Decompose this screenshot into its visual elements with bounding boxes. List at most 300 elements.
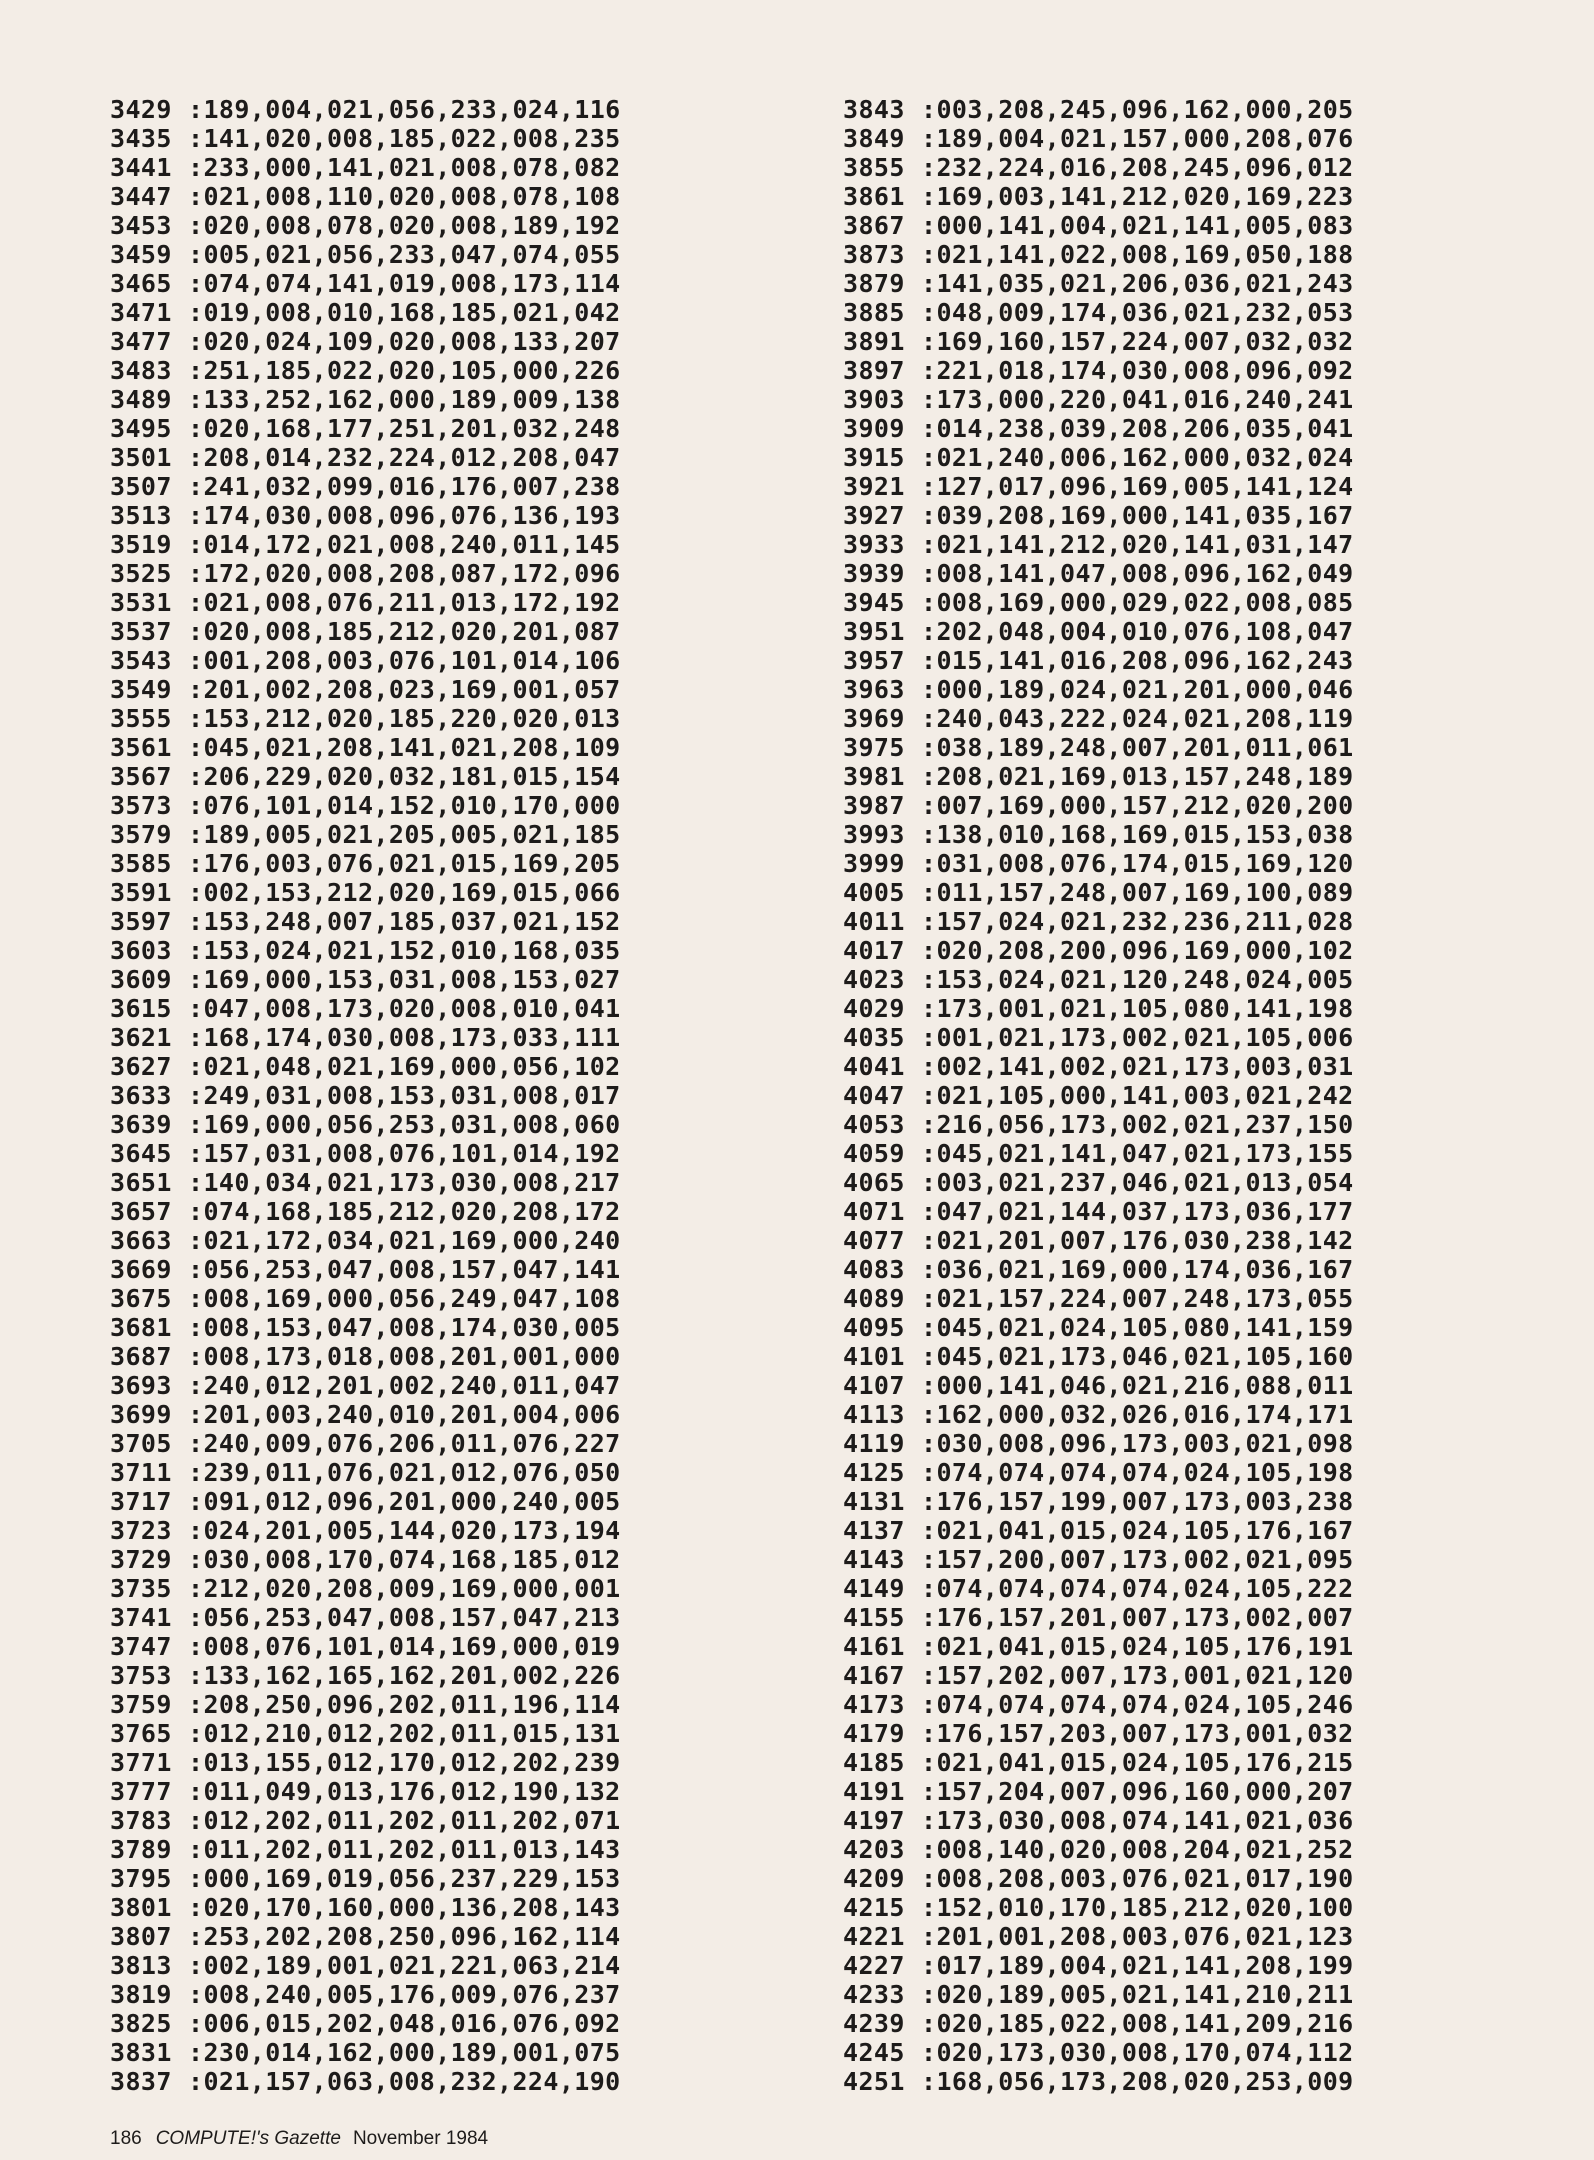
listing-line [110, 1922, 621, 1951]
data-values: :039,208,169,000,141,035,167 [921, 501, 1354, 530]
line-number: 3663 [110, 1226, 172, 1255]
line-number: 3627 [110, 1052, 172, 1081]
data-values: :008,140,020,008,204,021,252 [921, 1835, 1354, 1864]
listing-line [110, 2009, 621, 2038]
listing-line [843, 1719, 1354, 1748]
data-values: :045,021,208,141,021,208,109 [188, 733, 621, 762]
data-values: :208,250,096,202,011,196,114 [188, 1690, 621, 1719]
data-values: :153,024,021,120,248,024,005 [921, 965, 1354, 994]
data-values: :056,253,047,008,157,047,213 [188, 1603, 621, 1632]
data-values: :153,248,007,185,037,021,152 [188, 907, 621, 936]
line-number: 3465 [110, 269, 172, 298]
listing-line [110, 1371, 621, 1400]
listing-line [110, 1342, 621, 1371]
data-values: :201,002,208,023,169,001,057 [188, 675, 621, 704]
listing-line [843, 1197, 1354, 1226]
line-number: 4083 [843, 1255, 905, 1284]
data-values: :045,021,173,046,021,105,160 [921, 1342, 1354, 1371]
line-number: 3747 [110, 1632, 172, 1661]
listing-line [843, 472, 1354, 501]
listing-line [110, 559, 621, 588]
data-values: :138,010,168,169,015,153,038 [921, 820, 1354, 849]
line-number: 4077 [843, 1226, 905, 1255]
line-number: 3645 [110, 1139, 172, 1168]
data-values: :047,021,144,037,173,036,177 [921, 1197, 1354, 1226]
line-number: 3855 [843, 153, 905, 182]
data-values: :020,189,005,021,141,210,211 [921, 1980, 1354, 2009]
data-values: :212,020,208,009,169,000,001 [188, 1574, 621, 1603]
listing-line [110, 1748, 621, 1777]
line-number: 3879 [843, 269, 905, 298]
data-values: :020,208,200,096,169,000,102 [921, 936, 1354, 965]
listing-line [843, 269, 1354, 298]
line-number: 3909 [843, 414, 905, 443]
line-number: 4065 [843, 1168, 905, 1197]
data-values: :021,008,076,211,013,172,192 [188, 588, 621, 617]
line-number: 3717 [110, 1487, 172, 1516]
listing-line [110, 269, 621, 298]
line-number: 4101 [843, 1342, 905, 1371]
line-number: 3447 [110, 182, 172, 211]
data-values: :011,049,013,176,012,190,132 [188, 1777, 621, 1806]
data-values: :036,021,169,000,174,036,167 [921, 1255, 1354, 1284]
data-values: :241,032,099,016,176,007,238 [188, 472, 621, 501]
line-number: 3561 [110, 733, 172, 762]
data-values: :021,041,015,024,105,176,191 [921, 1632, 1354, 1661]
data-values: :021,240,006,162,000,032,024 [921, 443, 1354, 472]
data-values: :038,189,248,007,201,011,061 [921, 733, 1354, 762]
listing-line [110, 385, 621, 414]
data-values: :157,202,007,173,001,021,120 [921, 1661, 1354, 1690]
line-number: 3891 [843, 327, 905, 356]
listing-line [110, 2038, 621, 2067]
line-number: 3555 [110, 704, 172, 733]
listing-line [110, 965, 621, 994]
line-number: 3441 [110, 153, 172, 182]
data-values: :240,009,076,206,011,076,227 [188, 1429, 621, 1458]
listing-line [110, 414, 621, 443]
line-number: 4071 [843, 1197, 905, 1226]
listing-line [110, 1545, 621, 1574]
data-values: :030,008,096,173,003,021,098 [921, 1429, 1354, 1458]
line-number: 3477 [110, 327, 172, 356]
data-values: :176,157,203,007,173,001,032 [921, 1719, 1354, 1748]
listing-line [110, 1139, 621, 1168]
data-values: :127,017,096,169,005,141,124 [921, 472, 1354, 501]
line-number: 3519 [110, 530, 172, 559]
listing-line [110, 1777, 621, 1806]
listing-line [843, 1516, 1354, 1545]
line-number: 3735 [110, 1574, 172, 1603]
line-number: 3939 [843, 559, 905, 588]
listing-line [843, 1835, 1354, 1864]
data-values: :189,004,021,056,233,024,116 [188, 95, 621, 124]
listing-line [843, 965, 1354, 994]
listing-line [110, 878, 621, 907]
line-number: 4203 [843, 1835, 905, 1864]
line-number: 3699 [110, 1400, 172, 1429]
data-values: :239,011,076,021,012,076,050 [188, 1458, 621, 1487]
data-values: :000,169,019,056,237,229,153 [188, 1864, 621, 1893]
line-number: 3765 [110, 1719, 172, 1748]
listing-line [843, 1342, 1354, 1371]
data-values: :002,153,212,020,169,015,066 [188, 878, 621, 907]
line-number: 4239 [843, 2009, 905, 2038]
data-values: :249,031,008,153,031,008,017 [188, 1081, 621, 1110]
line-number: 3501 [110, 443, 172, 472]
line-number: 3573 [110, 791, 172, 820]
line-number: 4131 [843, 1487, 905, 1516]
line-number: 3615 [110, 994, 172, 1023]
data-values: :000,141,046,021,216,088,011 [921, 1371, 1354, 1400]
data-values: :001,208,003,076,101,014,106 [188, 646, 621, 675]
line-number: 4155 [843, 1603, 905, 1632]
line-number: 4011 [843, 907, 905, 936]
page-number: 186 [110, 2128, 142, 2149]
line-number: 3969 [843, 704, 905, 733]
listing-line [110, 1429, 621, 1458]
data-values: :024,201,005,144,020,173,194 [188, 1516, 621, 1545]
data-values: :208,014,232,224,012,208,047 [188, 443, 621, 472]
listing-line [110, 1864, 621, 1893]
data-values: :011,157,248,007,169,100,089 [921, 878, 1354, 907]
listing-line [110, 124, 621, 153]
listing-line [843, 762, 1354, 791]
line-number: 3741 [110, 1603, 172, 1632]
listing-line [110, 1313, 621, 1342]
page-footer [110, 2128, 488, 2150]
line-number: 4221 [843, 1922, 905, 1951]
line-number: 3981 [843, 762, 905, 791]
listing-line [110, 646, 621, 675]
line-number: 3999 [843, 849, 905, 878]
listing-line [843, 1226, 1354, 1255]
data-values: :173,001,021,105,080,141,198 [921, 994, 1354, 1023]
listing-line [110, 1023, 621, 1052]
line-number: 3591 [110, 878, 172, 907]
line-number: 4047 [843, 1081, 905, 1110]
data-values: :020,170,160,000,136,208,143 [188, 1893, 621, 1922]
listing-line [110, 1661, 621, 1690]
line-number: 3993 [843, 820, 905, 849]
data-values: :045,021,141,047,021,173,155 [921, 1139, 1354, 1168]
data-values: :003,208,245,096,162,000,205 [921, 95, 1354, 124]
listing-line [110, 1255, 621, 1284]
listing-line [110, 1893, 621, 1922]
data-values: :076,101,014,152,010,170,000 [188, 791, 621, 820]
data-values: :253,202,208,250,096,162,114 [188, 1922, 621, 1951]
data-values: :133,162,165,162,201,002,226 [188, 1661, 621, 1690]
line-number: 3525 [110, 559, 172, 588]
listing-line [843, 1661, 1354, 1690]
line-number: 4053 [843, 1110, 905, 1139]
line-number: 4023 [843, 965, 905, 994]
listing-line [843, 211, 1354, 240]
listing-line [110, 472, 621, 501]
data-values: :074,074,074,074,024,105,198 [921, 1458, 1354, 1487]
listing-line [110, 588, 621, 617]
data-values: :008,208,003,076,021,017,190 [921, 1864, 1354, 1893]
listing-line [843, 994, 1354, 1023]
listing-line [843, 1139, 1354, 1168]
data-values: :162,000,032,026,016,174,171 [921, 1400, 1354, 1429]
listing-line [843, 675, 1354, 704]
listing-line [843, 2038, 1354, 2067]
line-number: 3495 [110, 414, 172, 443]
data-values: :014,172,021,008,240,011,145 [188, 530, 621, 559]
line-number: 4173 [843, 1690, 905, 1719]
listing-line [110, 1719, 621, 1748]
listing-line [843, 1632, 1354, 1661]
listing-line [110, 1226, 621, 1255]
line-number: 3621 [110, 1023, 172, 1052]
line-number: 3777 [110, 1777, 172, 1806]
data-values: :012,202,011,202,011,202,071 [188, 1806, 621, 1835]
line-number: 4107 [843, 1371, 905, 1400]
listing-line [843, 327, 1354, 356]
data-values: :157,031,008,076,101,014,192 [188, 1139, 621, 1168]
data-values: :031,008,076,174,015,169,120 [921, 849, 1354, 878]
line-number: 3783 [110, 1806, 172, 1835]
listing-line [110, 298, 621, 327]
line-number: 3921 [843, 472, 905, 501]
line-number: 3723 [110, 1516, 172, 1545]
line-number: 3657 [110, 1197, 172, 1226]
listing-line [110, 1632, 621, 1661]
line-number: 4161 [843, 1632, 905, 1661]
line-number: 3861 [843, 182, 905, 211]
data-values: :168,056,173,208,020,253,009 [921, 2067, 1354, 2096]
listing-line [843, 2067, 1354, 2096]
line-number: 3543 [110, 646, 172, 675]
data-values: :021,008,110,020,008,078,108 [188, 182, 621, 211]
listing-line [843, 240, 1354, 269]
data-values: :002,141,002,021,173,003,031 [921, 1052, 1354, 1081]
line-number: 3669 [110, 1255, 172, 1284]
listing-line [110, 1516, 621, 1545]
listing-line [110, 733, 621, 762]
line-number: 3585 [110, 849, 172, 878]
line-number: 3681 [110, 1313, 172, 1342]
line-number: 3831 [110, 2038, 172, 2067]
listing-line [110, 820, 621, 849]
listing-line [110, 153, 621, 182]
listing-line [843, 182, 1354, 211]
data-values: :021,141,212,020,141,031,147 [921, 530, 1354, 559]
listing-line [843, 1487, 1354, 1516]
data-values: :007,169,000,157,212,020,200 [921, 791, 1354, 820]
listing-line [843, 1574, 1354, 1603]
line-number: 4035 [843, 1023, 905, 1052]
issue-date: November 1984 [352, 2128, 489, 2149]
line-number: 3753 [110, 1661, 172, 1690]
line-number: 4215 [843, 1893, 905, 1922]
line-number: 3759 [110, 1690, 172, 1719]
data-values: :017,189,004,021,141,208,199 [921, 1951, 1354, 1980]
data-values: :174,030,008,096,076,136,193 [188, 501, 621, 530]
data-values: :169,003,141,212,020,169,223 [921, 182, 1354, 211]
data-values: :206,229,020,032,181,015,154 [188, 762, 621, 791]
listing-line [110, 994, 621, 1023]
data-values: :202,048,004,010,076,108,047 [921, 617, 1354, 646]
line-number: 3771 [110, 1748, 172, 1777]
listing-line [843, 704, 1354, 733]
data-values: :230,014,162,000,189,001,075 [188, 2038, 621, 2067]
listing-line [110, 1835, 621, 1864]
listing-line [110, 1400, 621, 1429]
line-number: 3633 [110, 1081, 172, 1110]
data-values: :014,238,039,208,206,035,041 [921, 414, 1354, 443]
data-values: :233,000,141,021,008,078,082 [188, 153, 621, 182]
listing-line [843, 1603, 1354, 1632]
line-number: 3789 [110, 1835, 172, 1864]
line-number: 4251 [843, 2067, 905, 2096]
listing-line [843, 1023, 1354, 1052]
line-number: 4005 [843, 878, 905, 907]
line-number: 3567 [110, 762, 172, 791]
line-number: 3819 [110, 1980, 172, 2009]
line-number: 4149 [843, 1574, 905, 1603]
line-number: 4089 [843, 1284, 905, 1313]
data-values: :021,048,021,169,000,056,102 [188, 1052, 621, 1081]
listing-line [110, 1458, 621, 1487]
listing-line [110, 675, 621, 704]
data-values: :074,168,185,212,020,208,172 [188, 1197, 621, 1226]
listing-line [843, 1371, 1354, 1400]
data-values: :133,252,162,000,189,009,138 [188, 385, 621, 414]
listing-line [110, 1574, 621, 1603]
listing-line [110, 1197, 621, 1226]
data-values: :157,204,007,096,160,000,207 [921, 1777, 1354, 1806]
listing-line [110, 1603, 621, 1632]
listing-line [110, 211, 621, 240]
data-values: :008,169,000,056,249,047,108 [188, 1284, 621, 1313]
data-values: :000,189,024,021,201,000,046 [921, 675, 1354, 704]
listing-line [110, 1052, 621, 1081]
data-values: :006,015,202,048,016,076,092 [188, 2009, 621, 2038]
data-values: :176,157,201,007,173,002,007 [921, 1603, 1354, 1632]
line-number: 3849 [843, 124, 905, 153]
line-number: 3687 [110, 1342, 172, 1371]
data-values: :240,012,201,002,240,011,047 [188, 1371, 621, 1400]
data-values: :168,174,030,008,173,033,111 [188, 1023, 621, 1052]
data-values: :008,173,018,008,201,001,000 [188, 1342, 621, 1371]
listing-line [843, 1951, 1354, 1980]
data-values: :157,024,021,232,236,211,028 [921, 907, 1354, 936]
data-values: :091,012,096,201,000,240,005 [188, 1487, 621, 1516]
data-values: :141,035,021,206,036,021,243 [921, 269, 1354, 298]
line-number: 3675 [110, 1284, 172, 1313]
line-number: 3507 [110, 472, 172, 501]
line-number: 3435 [110, 124, 172, 153]
data-values: :000,141,004,021,141,005,083 [921, 211, 1354, 240]
data-values: :011,202,011,202,011,013,143 [188, 1835, 621, 1864]
line-number: 3867 [843, 211, 905, 240]
data-values: :008,169,000,029,022,008,085 [921, 588, 1354, 617]
listing-line [843, 1284, 1354, 1313]
listing-line [843, 559, 1354, 588]
data-values: :020,008,078,020,008,189,192 [188, 211, 621, 240]
data-values: :056,253,047,008,157,047,141 [188, 1255, 621, 1284]
data-values: :208,021,169,013,157,248,189 [921, 762, 1354, 791]
listing-line [843, 1980, 1354, 2009]
line-number: 3927 [843, 501, 905, 530]
line-number: 3795 [110, 1864, 172, 1893]
line-number: 3897 [843, 356, 905, 385]
line-number: 3951 [843, 617, 905, 646]
listing-line [843, 1893, 1354, 1922]
data-values: :021,201,007,176,030,238,142 [921, 1226, 1354, 1255]
data-values: :015,141,016,208,096,162,243 [921, 646, 1354, 675]
listing-line [110, 182, 621, 211]
data-values: :020,173,030,008,170,074,112 [921, 2038, 1354, 2067]
data-values: :251,185,022,020,105,000,226 [188, 356, 621, 385]
line-number: 4059 [843, 1139, 905, 1168]
data-values: :003,021,237,046,021,013,054 [921, 1168, 1354, 1197]
listing-line [843, 791, 1354, 820]
listing-line [843, 1458, 1354, 1487]
data-values: :021,172,034,021,169,000,240 [188, 1226, 621, 1255]
listing-line [843, 356, 1354, 385]
listing-line [110, 1951, 621, 1980]
listing-line [110, 443, 621, 472]
listing-line [843, 1429, 1354, 1458]
line-number: 3453 [110, 211, 172, 240]
data-values: :020,168,177,251,201,032,248 [188, 414, 621, 443]
data-values: :030,008,170,074,168,185,012 [188, 1545, 621, 1574]
listing-line [843, 414, 1354, 443]
listing-line [110, 704, 621, 733]
listing-line [843, 1081, 1354, 1110]
data-values: :021,105,000,141,003,021,242 [921, 1081, 1354, 1110]
line-number: 3885 [843, 298, 905, 327]
line-number: 3813 [110, 1951, 172, 1980]
listing-line [843, 1313, 1354, 1342]
data-values: :021,041,015,024,105,176,167 [921, 1516, 1354, 1545]
line-number: 3915 [843, 443, 905, 472]
data-values: :074,074,074,074,024,105,246 [921, 1690, 1354, 1719]
data-values: :020,024,109,020,008,133,207 [188, 327, 621, 356]
data-values: :002,189,001,021,221,063,214 [188, 1951, 621, 1980]
listing-line [843, 617, 1354, 646]
line-number: 3471 [110, 298, 172, 327]
line-number: 3537 [110, 617, 172, 646]
line-number: 3459 [110, 240, 172, 269]
line-number: 3945 [843, 588, 905, 617]
line-number: 4095 [843, 1313, 905, 1342]
line-number: 4125 [843, 1458, 905, 1487]
line-number: 4185 [843, 1748, 905, 1777]
line-number: 3513 [110, 501, 172, 530]
listing-line [843, 1777, 1354, 1806]
listing-line [843, 936, 1354, 965]
data-values: :189,004,021,157,000,208,076 [921, 124, 1354, 153]
data-values: :189,005,021,205,005,021,185 [188, 820, 621, 849]
data-values: :169,000,056,253,031,008,060 [188, 1110, 621, 1139]
data-values: :001,021,173,002,021,105,006 [921, 1023, 1354, 1052]
listing-line [843, 385, 1354, 414]
line-number: 3579 [110, 820, 172, 849]
data-values: :047,008,173,020,008,010,041 [188, 994, 621, 1023]
listing-line [843, 820, 1354, 849]
data-values: :008,141,047,008,096,162,049 [921, 559, 1354, 588]
listing-line [110, 2067, 621, 2096]
line-number: 3825 [110, 2009, 172, 2038]
line-number: 4017 [843, 936, 905, 965]
listing-line [110, 1110, 621, 1139]
data-values: :008,076,101,014,169,000,019 [188, 1632, 621, 1661]
data-values: :021,157,063,008,232,224,190 [188, 2067, 621, 2096]
